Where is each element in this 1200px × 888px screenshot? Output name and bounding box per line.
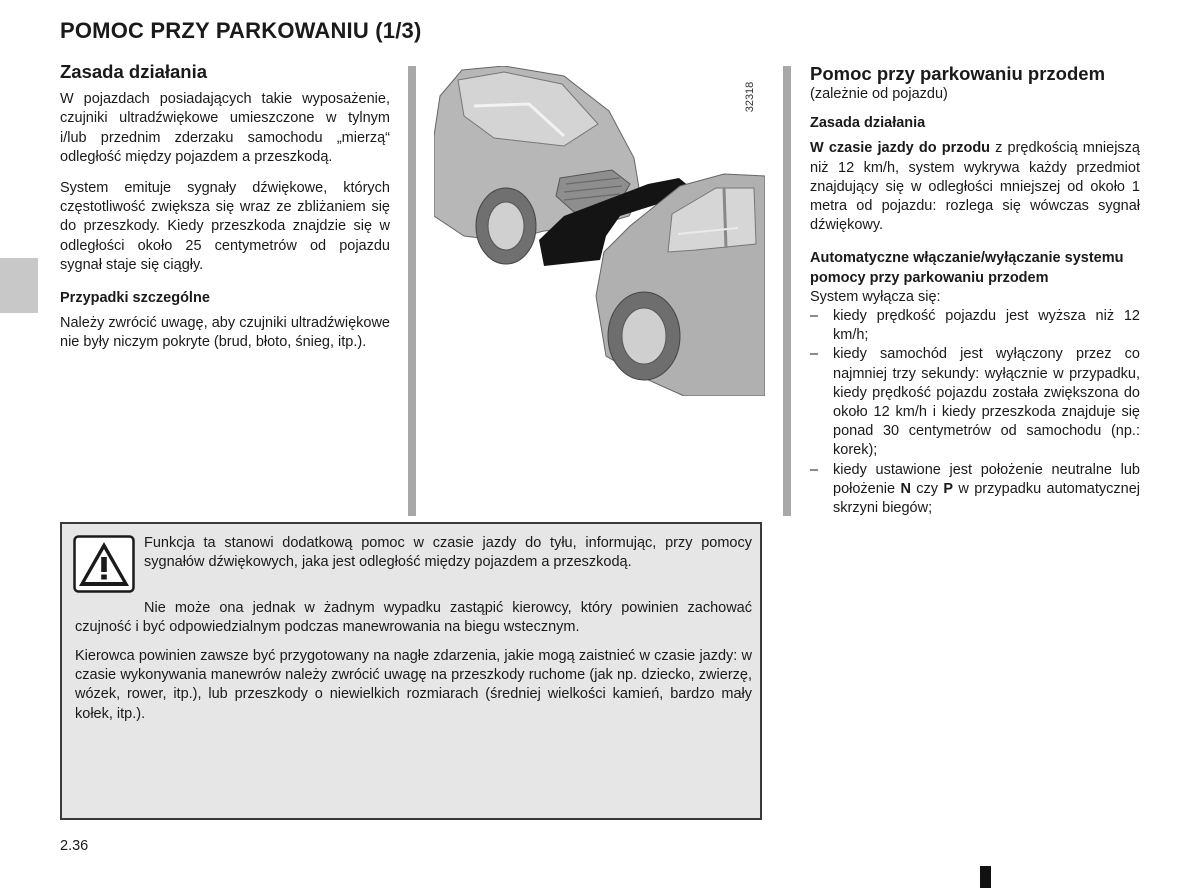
- list-item-text: w przypadku automatycznej skrzyni biegów;: [833, 480, 1140, 517]
- section-tab: [0, 258, 38, 313]
- right-subheading-1: Zasada działania: [810, 115, 926, 132]
- page-edge-marker: [980, 866, 991, 888]
- warning-paragraph-1: Funkcja ta stanowi dodatkową pomoc w czasie jazdy do tyłu, informując, przy pomocy sygnałów dźwiękowych, jaka jest odległość między pojazdem a przeszkodą.: [144, 535, 752, 571]
- dash-bullet: –: [810, 308, 819, 325]
- list-item: [810, 307, 1140, 345]
- warning-paragraph-2: Nie może ona jednak w żadnym wypadku zastąpić kierowcy, który powinien zachować czujność i być odpowiedzialnym podczas manewrowania na biegu wstecznym.: [75, 600, 752, 636]
- left-heading: Zasada działania: [60, 61, 208, 82]
- left-paragraph-2: System emituje sygnały dźwiękowe, których częstotliwość zwiększa się wraz ze zbliżaniem się do przeszkody. Kiedy przeszkoda znajdzie się w odległości około 25 centymetrów od pojazdu sygnał staje się ciągły.: [60, 180, 390, 273]
- page-title: POMOC PRZY PARKOWANIU (1/3): [60, 18, 422, 43]
- right-subtitle: (zależnie od pojazdu): [810, 86, 948, 102]
- right-column: [810, 62, 1140, 518]
- parking-illustration: [434, 66, 765, 396]
- column-divider-right: [783, 66, 791, 516]
- gear-p-label: P: [943, 480, 954, 497]
- bold-lead: W czasie jazdy do przodu: [810, 140, 991, 157]
- left-paragraph-1: W pojazdach posiadających takie wyposażenie, czujniki ultradźwiękowe umieszczone w tylnym i/lub przednim zderzaku samochodu „mierzą“ odległość między pojazdem a przeszkodą.: [60, 91, 390, 165]
- dash-bullet: –: [810, 461, 819, 478]
- column-divider-left: [408, 66, 416, 516]
- warning-paragraph-3: Kierowca powinien zawsze być przygotowany na nagłe zdarzenia, jakie mogą zaistnieć w czasie jazdy: w czasie wykonywania manewrów należy zwrócić uwagę na przeszkody ruchome (jak np. dziecko, zwierzę, wózek, rower, itp.), lub przeszkody o niewielkich rozmiarach (średniej wielkości kamień, bardzo mały kołek, itp.).: [75, 648, 752, 722]
- list-item-text: kiedy samochód jest wyłączony przez co najmniej trzy sekundy: wyłącznie w przypadku, kiedy prędkość pojazdu została zwiększona do około 12 km/h i kiedy przeszkoda znajduje się ponad 30 centymetrów od samochodu (np.: korek);: [833, 346, 1140, 459]
- list-item: [810, 461, 1140, 519]
- left-paragraph-3: Należy zwrócić uwagę, aby czujniki ultradźwiękowe nie były niczym pokryte (brud, błoto, śnieg, itp.).: [60, 315, 390, 351]
- left-subheading: Przypadki szczególne: [60, 290, 210, 307]
- list-item: [810, 345, 1140, 460]
- paragraph-rest: z prędkością mniejszą niż 12 km/h, system wykrywa każdy przedmiot znajdujący się w odległości mniejszej od około 1 metra od pojazdu: rozlega się wówczas sygnał dźwiękowy.: [810, 140, 1140, 234]
- figure-number: [741, 72, 759, 122]
- list-item-text: czy: [910, 480, 944, 497]
- svg-text:32318: 32318: [743, 81, 756, 113]
- gear-n-label: N: [900, 480, 911, 497]
- shutdown-conditions-list: [810, 307, 1140, 518]
- list-item-text: kiedy ustawione jest położenie neutralne lub położenie: [833, 461, 1140, 497]
- list-item-text: kiedy prędkość pojazdu jest wyższa niż 12 km/h;: [833, 308, 1140, 344]
- right-paragraph-1: [810, 139, 1140, 235]
- dash-bullet: –: [810, 346, 819, 363]
- list-intro: System wyłącza się:: [810, 288, 941, 305]
- right-subheading-2: Automatyczne włączanie/wyłączanie systemu pomocy przy parkowaniu przodem: [810, 250, 1124, 286]
- right-heading: Pomoc przy parkowaniu przodem: [810, 63, 1106, 84]
- left-column: [60, 62, 390, 365]
- warning-triangle-icon: [73, 535, 135, 593]
- page-number: 2.36: [60, 838, 89, 854]
- warning-box: [60, 522, 762, 820]
